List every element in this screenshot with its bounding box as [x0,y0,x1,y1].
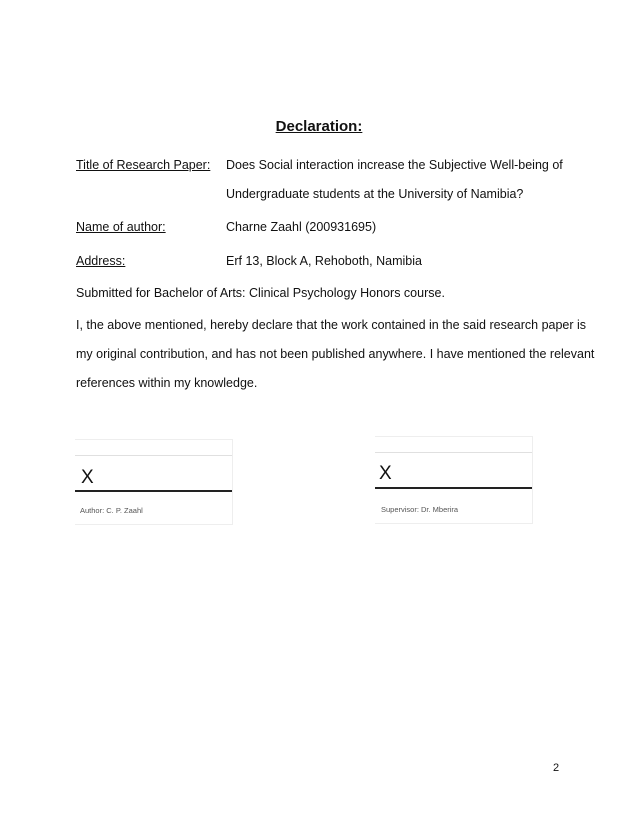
declaration-line-2: my original contribution, and has not been published anywhere. I have mentioned the relevant [76,347,595,361]
author-signature-line [75,490,232,492]
author-signature-mark: X [81,467,94,488]
supervisor-signature-caption: Supervisor: Dr. Mberira [381,505,459,514]
signature-box-divider [375,452,532,453]
supervisor-signature-block[interactable] [375,436,533,524]
research-title-value-line1: Does Social interaction increase the Subjective Well-being of [226,158,563,172]
research-title-label: Title of Research Paper: [76,158,211,172]
supervisor-signature-mark: X [379,463,392,484]
author-label: Name of author: [76,220,166,234]
author-signature-caption: Author: C. P. Zaahl [80,506,143,515]
signature-box-divider [75,455,232,456]
address-label: Address: [76,254,126,268]
declaration-line-3: references within my knowledge. [76,376,258,390]
research-title-value-line2: Undergraduate students at the University of Namibia? [226,187,524,201]
author-value: Charne Zaahl (200931695) [226,220,377,234]
declaration-line-1: I, the above mentioned, hereby declare that the work contained in the said research paper is [76,318,587,332]
document-title: Declaration: [275,118,363,135]
author-signature-block[interactable] [75,439,233,525]
page-number: 2 [553,762,560,774]
supervisor-signature-line [375,487,532,489]
submitted-statement: Submitted for Bachelor of Arts: Clinical Psychology Honors course. [76,286,445,300]
address-value: Erf 13, Block A, Rehoboth, Namibia [226,254,422,268]
